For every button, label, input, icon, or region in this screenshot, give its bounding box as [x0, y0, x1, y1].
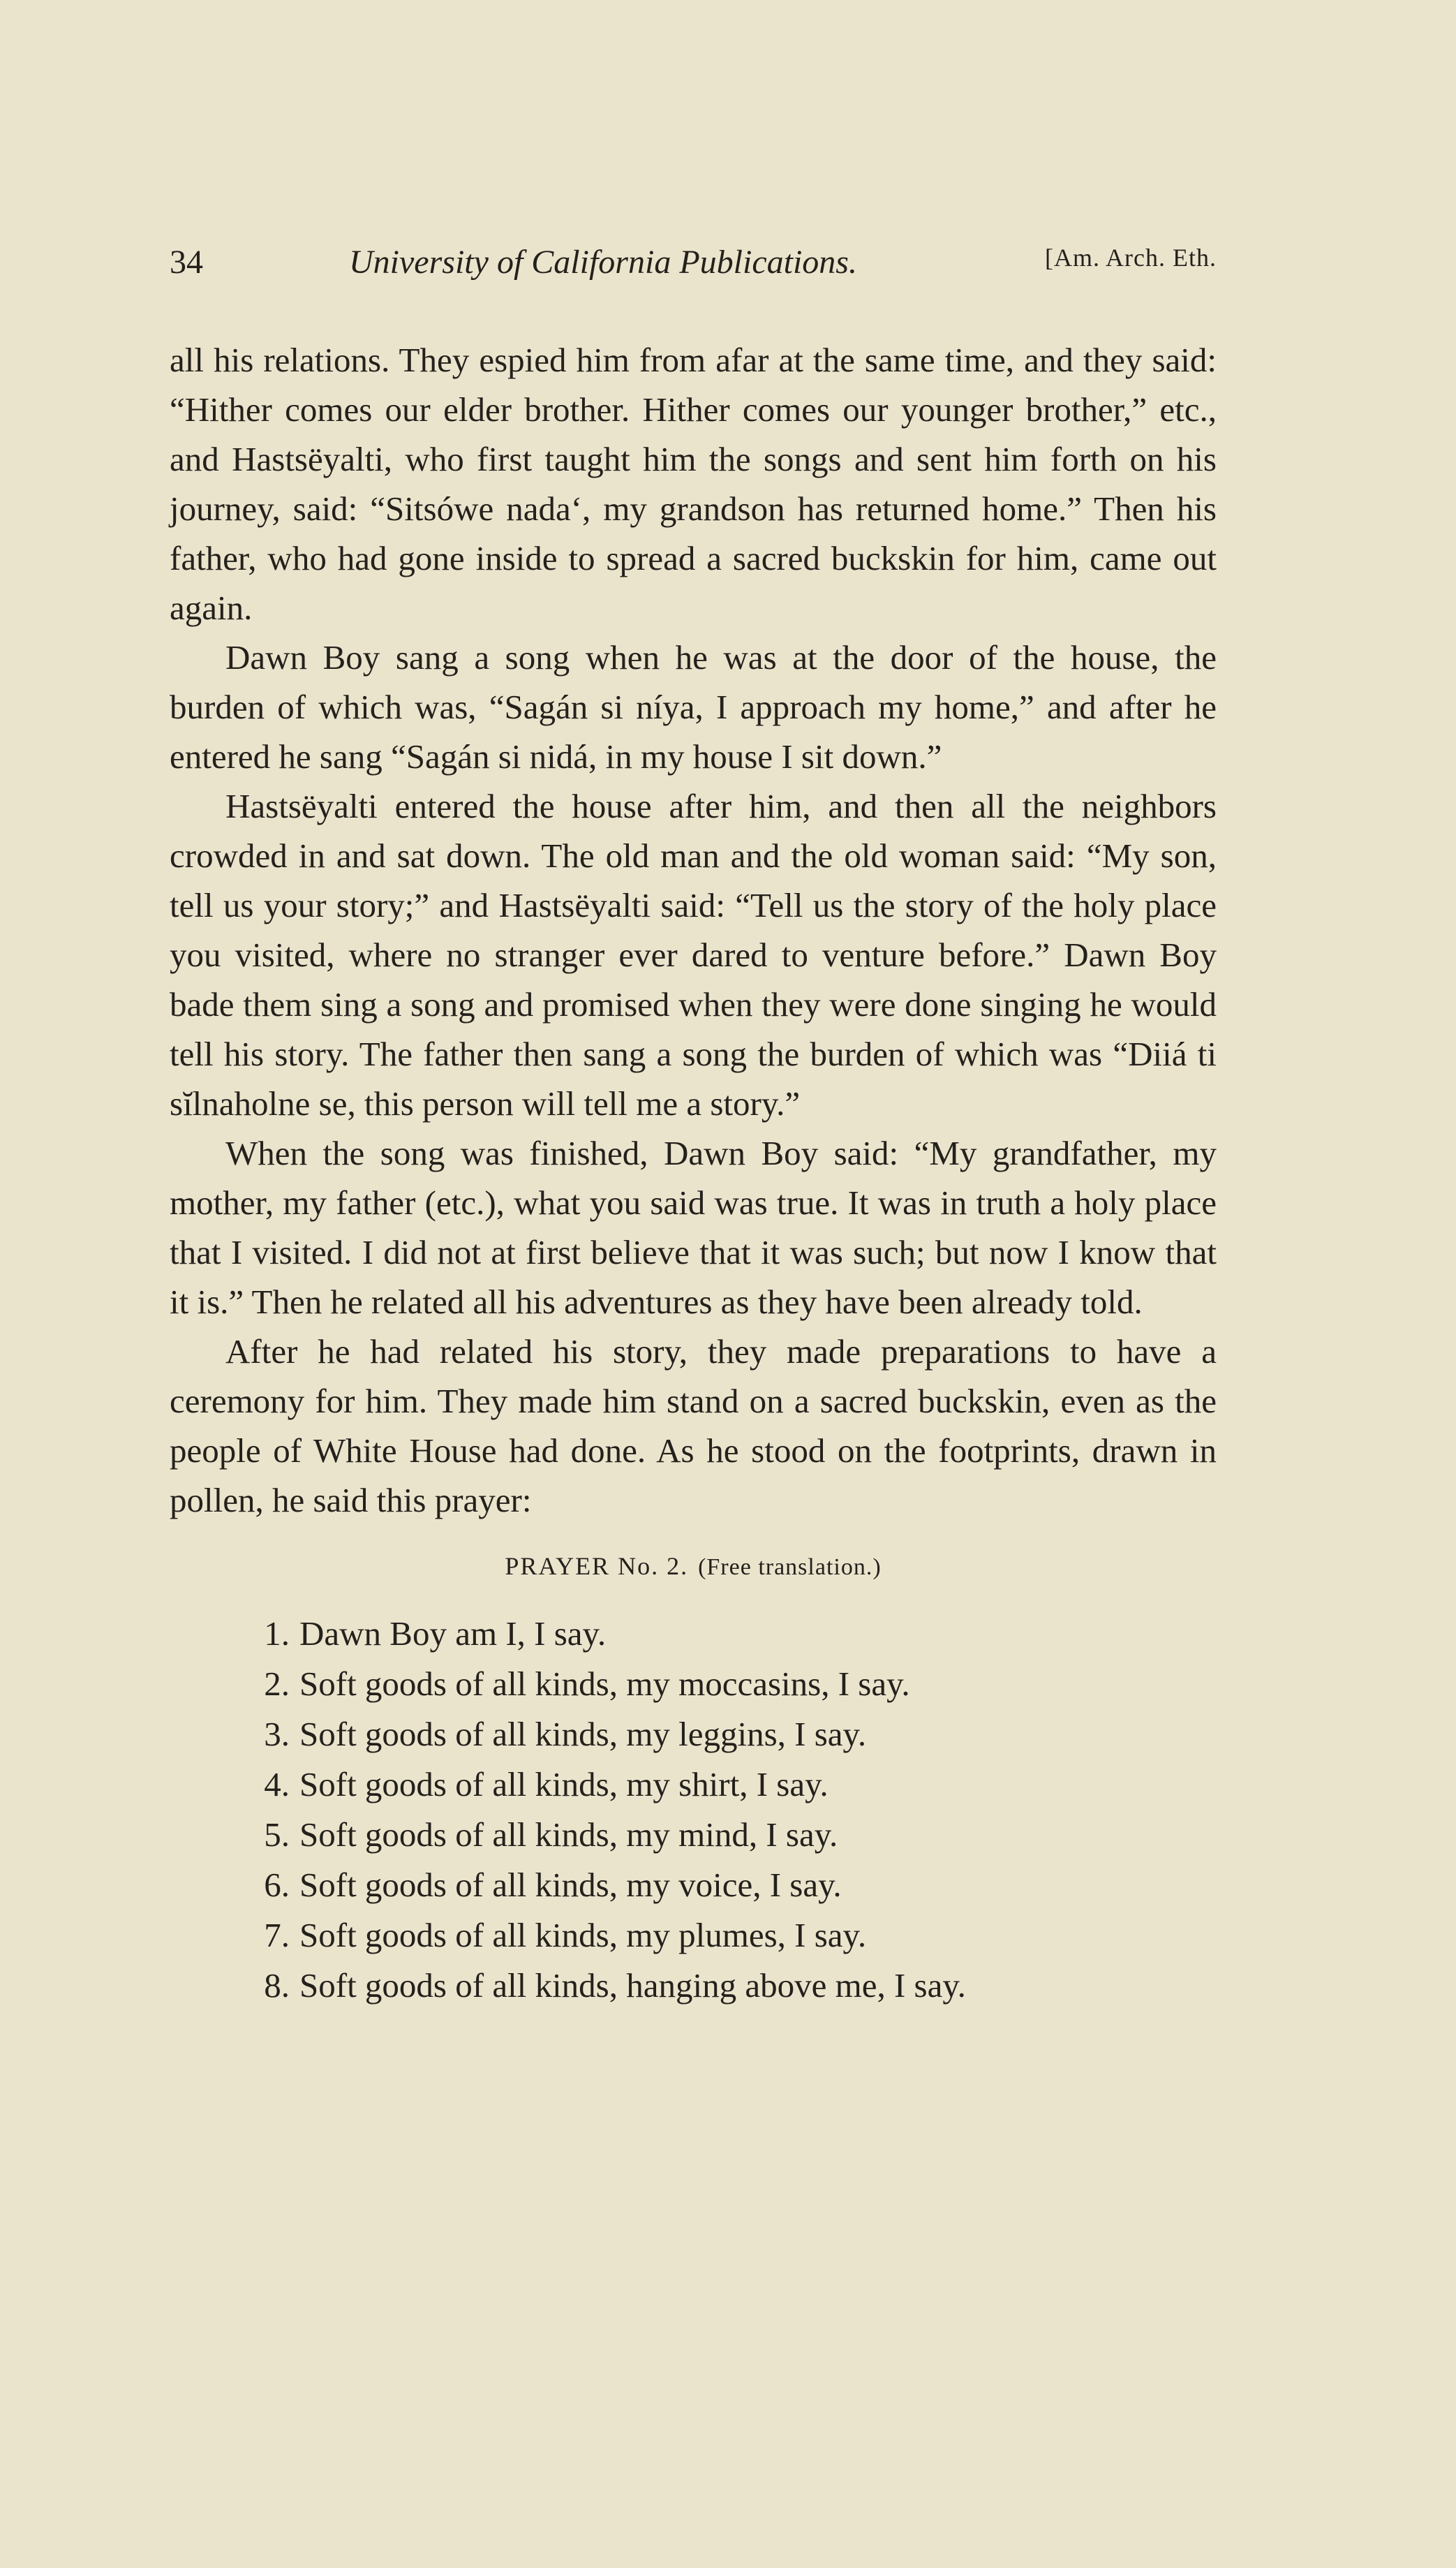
paragraph: After he had related his story, they made preparations to have a ceremony for him. They made him stand on a sacred buckskin, even as the people of White House had done. As he stood on the footprints, drawn in pollen, he said this prayer: [170, 1332, 1217, 1519]
line-text: Soft goods of all kinds, my shirt, I say. [299, 1765, 829, 1803]
line-number: 4. [264, 1765, 290, 1803]
line-text: Soft goods of all kinds, my mind, I say. [299, 1815, 838, 1854]
line-text: Soft goods of all kinds, my plumes, I say. [299, 1916, 867, 1954]
prayer-line [170, 1659, 1217, 1709]
line-number: 8. [264, 1966, 290, 2005]
paragraph: all his relations. They espied him from afar at the same time, and they said: “Hither comes our elder brother. Hither comes our younger brother,” etc., and Hastsëyalti, who first taught him the songs and sent him forth on his journey, said: “Sitsówe nada‘, my grandson has returned home.” Then his father, who had gone inside to spread a sacred buckskin for him, came out again. [170, 341, 1217, 627]
paragraph: Hastsëyalti entered the house after him, and then all the neighbors crowded in and sat down. The old man and the old woman said: “My son, tell us your story;” and Hastsëyalti said: “Tell us the story of the holy place you visited, where no stranger ever dared to venture before.” Dawn Boy bade them sing a song and promised when they were done singing he would tell his story. The father then sang a song the burden of which was “Diiá ti sĭlnaholne se, this person will tell me a story.” [170, 787, 1217, 1123]
line-number: 2. [264, 1665, 290, 1703]
series-abbreviation: [Am. Arch. Eth. [1045, 244, 1217, 272]
journal-title: University of California Publications. [349, 244, 857, 281]
page-number: 34 [170, 244, 203, 281]
line-number: 1. [264, 1614, 290, 1653]
running-header [170, 243, 1217, 285]
prayer-line [170, 1759, 1217, 1810]
prayer-line [170, 1609, 1217, 1659]
prayer-line [170, 1810, 1217, 1860]
line-text: Soft goods of all kinds, my leggins, I say. [299, 1715, 867, 1753]
prayer-line [170, 1860, 1217, 1910]
line-text: Dawn Boy am I, I say. [299, 1614, 607, 1653]
prayer-title: PRAYER No. 2. [505, 1552, 689, 1580]
prayer-lines [170, 1609, 1217, 2011]
line-number: 6. [264, 1866, 290, 1904]
prayer-line [170, 1910, 1217, 1961]
body-text [170, 335, 1217, 2011]
paragraph: When the song was finished, Dawn Boy said: “My grandfather, my mother, my father (etc.), what you said was true. It was in truth a holy place that I visited. I did not at first believe that it was such; but now I know that it is.” Then he related all his adventures as they have been already told. [170, 1134, 1217, 1321]
prayer-line [170, 1961, 1217, 2011]
line-text: Soft goods of all kinds, my moccasins, I say. [299, 1665, 910, 1703]
line-number: 3. [264, 1715, 290, 1753]
line-number: 5. [264, 1815, 290, 1854]
line-text: Soft goods of all kinds, my voice, I say. [299, 1866, 842, 1904]
prayer-heading [170, 1542, 1217, 1592]
prayer-line [170, 1709, 1217, 1759]
line-text: Soft goods of all kinds, hanging above me, I say. [299, 1966, 966, 2005]
line-number: 7. [264, 1916, 290, 1954]
paragraph: Dawn Boy sang a song when he was at the door of the house, the burden of which was, “Sagán si níya, I approach my home,” and after he entered he sang “Sagán si nidá, in my house I sit down.” [170, 638, 1217, 776]
prayer-subtitle: (Free translation.) [698, 1554, 882, 1580]
